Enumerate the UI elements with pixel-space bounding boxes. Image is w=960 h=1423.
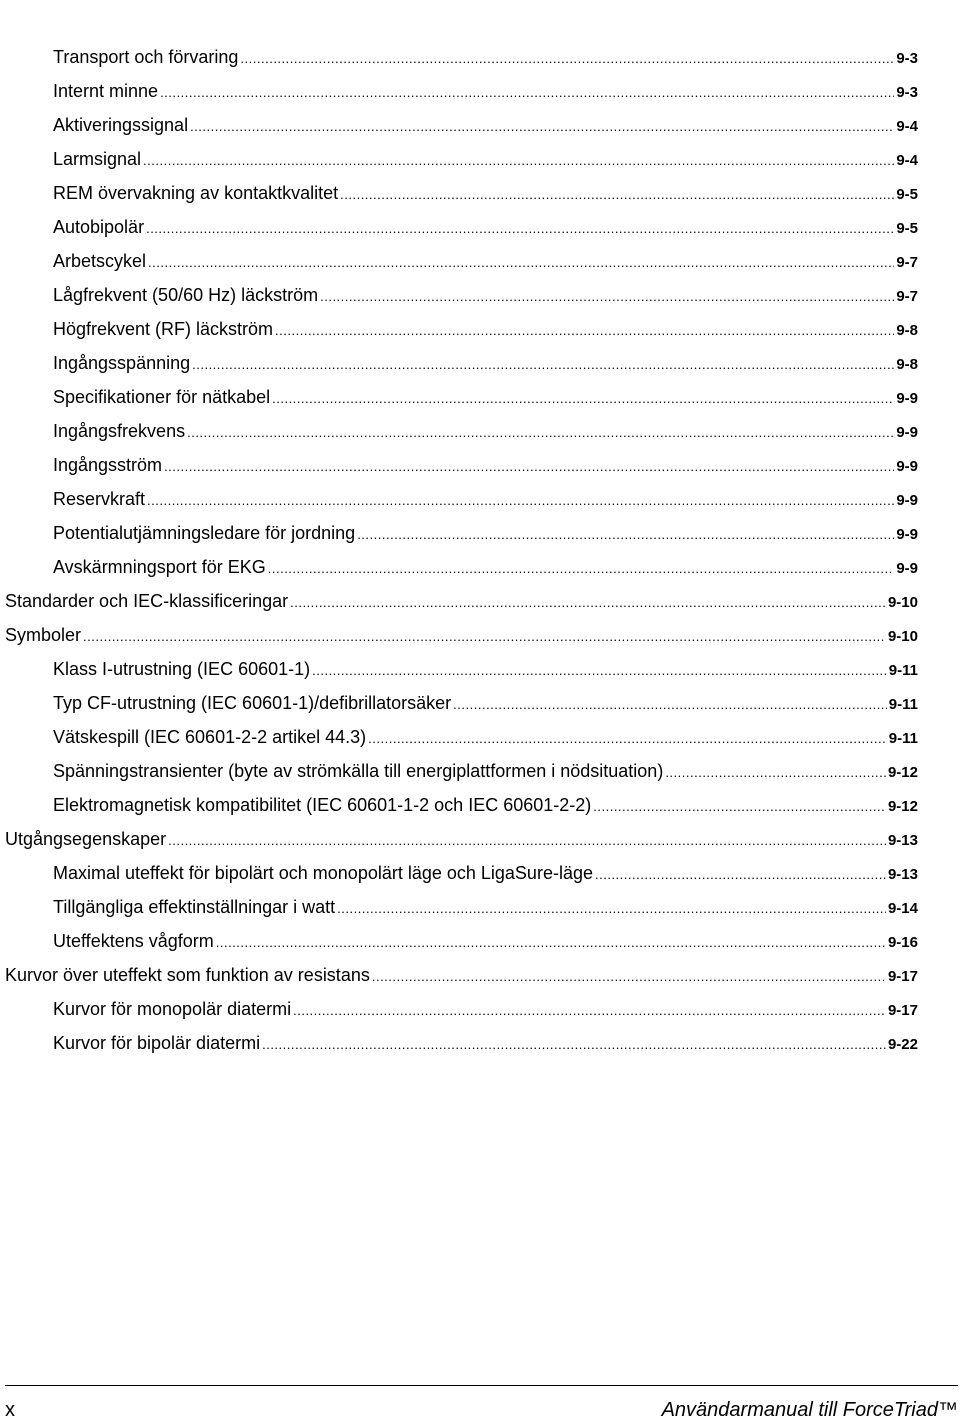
toc-entry[interactable] — [53, 992, 918, 1026]
toc-entry-title: Potentialutjämningsledare för jordning — [53, 523, 356, 543]
toc-dot-leader — [143, 144, 894, 178]
toc-entry[interactable] — [53, 924, 918, 958]
toc-dot-leader — [665, 756, 886, 790]
toc-entry[interactable] — [5, 822, 918, 856]
toc-dot-leader — [290, 586, 886, 620]
toc-entry[interactable] — [53, 448, 918, 482]
toc-entry-title: Uteffektens vågform — [53, 931, 214, 951]
toc-entry-page: 9-7 — [896, 254, 918, 271]
toc-entry-page: 9-22 — [887, 1036, 918, 1053]
toc-entry-page: 9-4 — [896, 152, 918, 169]
toc-entry-title: Kurvor för monopolär diatermi — [53, 999, 292, 1019]
toc-entry-title: Typ CF-utrustning (IEC 60601-1)/defibrillatorsäker — [53, 693, 452, 713]
toc-entry-page: 9-10 — [887, 628, 918, 645]
toc-entry[interactable] — [5, 618, 918, 652]
toc-dot-leader — [164, 450, 894, 484]
toc-entry-title: Tillgängliga effektinställningar i watt — [53, 897, 336, 917]
toc-entry-page: 9-5 — [896, 220, 918, 237]
toc-dot-leader — [147, 484, 894, 518]
toc-entry[interactable] — [53, 278, 918, 312]
toc-entry-title: Kurvor över uteffekt som funktion av resistans — [5, 965, 370, 985]
toc-entry[interactable] — [53, 482, 918, 516]
toc-entry-page: 9-17 — [887, 968, 918, 985]
toc-entry-title: Ingångsfrekvens — [53, 421, 186, 441]
toc-entry[interactable] — [53, 108, 918, 142]
toc-entry-page: 9-9 — [896, 526, 918, 543]
toc-entry-page: 9-14 — [887, 900, 918, 917]
toc-entry[interactable] — [53, 142, 918, 176]
toc-dot-leader — [192, 348, 894, 382]
toc-entry[interactable] — [53, 346, 918, 380]
toc-entry-title: Symboler — [5, 625, 82, 645]
toc-entry[interactable] — [5, 584, 918, 618]
toc-entry-title: Utgångsegenskaper — [5, 829, 167, 849]
toc-entry-page: 9-9 — [896, 492, 918, 509]
toc-entry-title: Specifikationer för nätkabel — [53, 387, 271, 407]
toc-entry[interactable] — [53, 550, 918, 584]
toc-dot-leader — [148, 246, 894, 280]
toc-entry-page: 9-9 — [896, 390, 918, 407]
toc-dot-leader — [320, 280, 894, 314]
toc-entry-page: 9-9 — [896, 560, 918, 577]
toc-dot-leader — [453, 688, 887, 722]
toc-entry[interactable] — [53, 312, 918, 346]
footer-page-number: x — [5, 1399, 15, 1421]
toc-dot-leader — [272, 382, 894, 416]
toc-entry-title: Reservkraft — [53, 489, 146, 509]
toc-entry-title: Aktiveringssignal — [53, 115, 189, 135]
toc-dot-leader — [190, 110, 894, 144]
toc-entry-title: Arbetscykel — [53, 251, 147, 271]
toc-entry-page: 9-7 — [896, 288, 918, 305]
toc-entry[interactable] — [53, 516, 918, 550]
toc-dot-leader — [187, 416, 894, 450]
footer-manual-title: Användarmanual till ForceTriad™ — [661, 1399, 958, 1421]
toc-entry-page: 9-16 — [887, 934, 918, 951]
footer-divider — [5, 1385, 958, 1386]
toc-entry-title: Internt minne — [53, 81, 159, 101]
toc-entry-page: 9-3 — [896, 50, 918, 67]
toc-entry-title: Avskärmningsport för EKG — [53, 557, 266, 577]
toc-entry-page: 9-11 — [888, 662, 918, 679]
toc-entry-page: 9-11 — [888, 696, 918, 713]
toc-entry-title: Ingångsspänning — [53, 353, 191, 373]
toc-entry[interactable] — [53, 74, 918, 108]
toc-dot-leader — [312, 654, 887, 688]
toc-dot-leader — [372, 960, 886, 994]
toc-entry-page: 9-9 — [896, 424, 918, 441]
toc-entry-page: 9-8 — [896, 356, 918, 373]
toc-entry[interactable] — [53, 720, 918, 754]
toc-entry[interactable] — [53, 1026, 918, 1060]
toc-entry[interactable] — [53, 380, 918, 414]
toc-entry[interactable] — [53, 754, 918, 788]
toc-dot-leader — [595, 858, 886, 892]
toc-dot-leader — [160, 76, 894, 110]
toc-entry-title: Ingångsström — [53, 455, 163, 475]
toc-entry-title: Transport och förvaring — [53, 47, 239, 67]
toc-entry-page: 9-3 — [896, 84, 918, 101]
toc-entry-page: 9-11 — [888, 730, 918, 747]
toc-entry[interactable] — [53, 856, 918, 890]
toc-dot-leader — [262, 1028, 886, 1062]
toc-entry[interactable] — [53, 40, 918, 74]
toc-entry-title: Vätskespill (IEC 60601-2-2 artikel 44.3) — [53, 727, 367, 747]
toc-entry-page: 9-17 — [887, 1002, 918, 1019]
toc-entry-title: Klass I-utrustning (IEC 60601-1) — [53, 659, 311, 679]
toc-entry-title: REM övervakning av kontaktkvalitet — [53, 183, 339, 203]
toc-dot-leader — [240, 42, 894, 76]
toc-dot-leader — [216, 926, 886, 960]
toc-entry-title: Standarder och IEC-klassificeringar — [5, 591, 289, 611]
toc-entry-title: Högfrekvent (RF) läckström — [53, 319, 274, 339]
toc-entry[interactable] — [53, 686, 918, 720]
toc-entry-page: 9-13 — [887, 832, 918, 849]
toc-dot-leader — [337, 892, 886, 926]
toc-dot-leader — [357, 518, 894, 552]
toc-entry[interactable] — [53, 176, 918, 210]
toc-dot-leader — [340, 178, 894, 212]
toc-dot-leader — [146, 212, 894, 246]
toc-entry-title: Maximal uteffekt för bipolärt och monopolärt läge och LigaSure-läge — [53, 863, 593, 883]
toc-entry-page: 9-12 — [887, 764, 918, 781]
toc-entry-title: Spänningstransienter (byte av strömkälla till energiplattformen i nödsituation) — [53, 761, 664, 781]
toc-entry-page: 9-10 — [887, 594, 918, 611]
toc-entry-title: Kurvor för bipolär diatermi — [53, 1033, 261, 1053]
toc-entry[interactable] — [53, 414, 918, 448]
toc-entry[interactable] — [53, 890, 918, 924]
toc-entry-title: Elektromagnetisk kompatibilitet (IEC 60601-1-2 och IEC 60601-2-2) — [53, 795, 592, 815]
toc-entry-page: 9-13 — [887, 866, 918, 883]
toc-dot-leader — [293, 994, 886, 1028]
toc-entry[interactable] — [53, 788, 918, 822]
toc-dot-leader — [593, 790, 886, 824]
toc-entry[interactable] — [53, 244, 918, 278]
toc-entry-page: 9-5 — [896, 186, 918, 203]
toc-dot-leader — [268, 552, 895, 586]
toc-dot-leader — [368, 722, 887, 756]
toc-entry-title: Larmsignal — [53, 149, 142, 169]
toc-entry-title: Autobipolär — [53, 217, 145, 237]
toc-entry-page: 9-12 — [887, 798, 918, 815]
toc-dot-leader — [168, 824, 886, 858]
toc-entry[interactable] — [53, 210, 918, 244]
toc-entry[interactable] — [5, 958, 918, 992]
toc-entry-title: Lågfrekvent (50/60 Hz) läckström — [53, 285, 319, 305]
toc-entry-page: 9-9 — [896, 458, 918, 475]
toc-dot-leader — [83, 620, 886, 654]
toc-entry[interactable] — [53, 652, 918, 686]
toc-entry-page: 9-4 — [896, 118, 918, 135]
toc-dot-leader — [275, 314, 894, 348]
toc-entry-page: 9-8 — [896, 322, 918, 339]
table-of-contents — [0, 40, 960, 1060]
